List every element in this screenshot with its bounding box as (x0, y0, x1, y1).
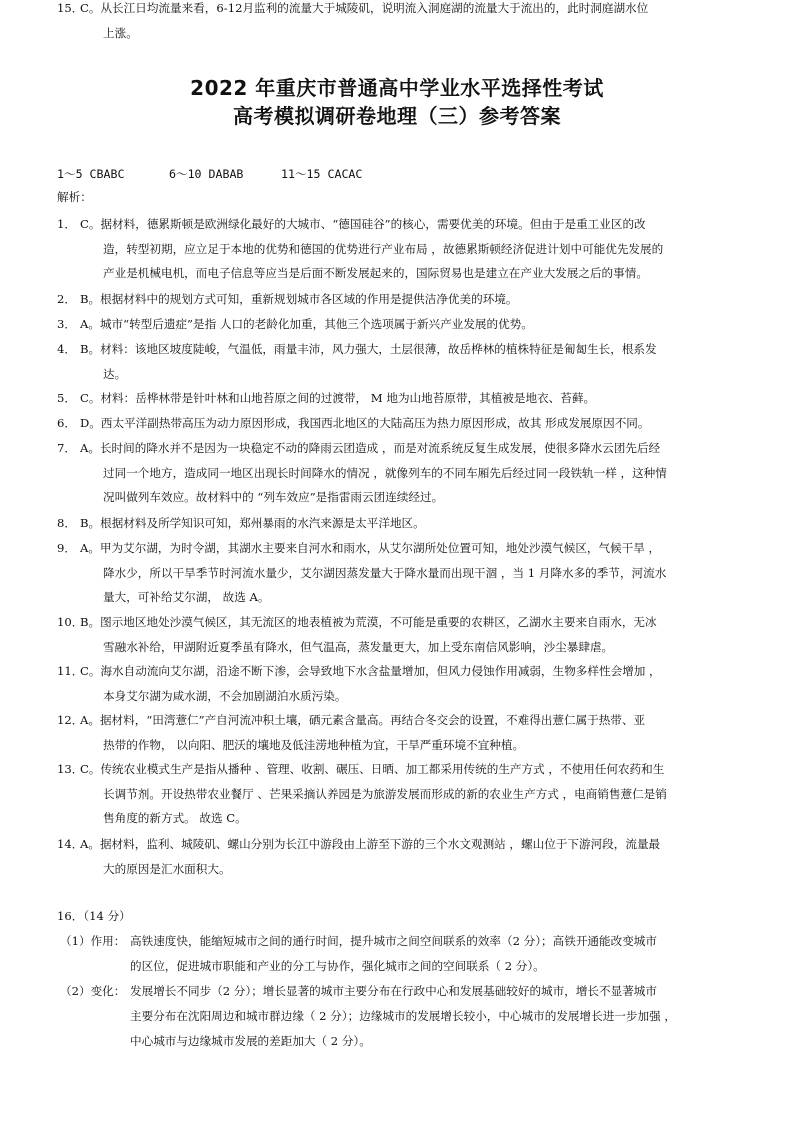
answer-group: 1～5 CBABC (57, 167, 125, 181)
item-text-line: B。根据材料及所学知识可知，郑州暴雨的水汽来源是太平洋地区。 (80, 516, 425, 530)
item-number: 6． (57, 416, 76, 430)
item-text-line: 售角度的新方式。 故选 C。 (103, 811, 247, 826)
item-text-line: B。根据材料中的规划方式可知，重新规划城市各区域的作用是提供洁净优美的环境。 (80, 292, 518, 306)
item-text-line: A。长时间的降水并不是因为一块稳定不动的降雨云团造成 ，而是对流系统反复生成发展，使很多降水云团先后经 (80, 441, 661, 455)
item-text-line: 过同一个地方，造成同一地区出现长时间降水的情况 ，就像列车的不同车厢先后经过同一段铁轨一样 ，这种情 (103, 465, 667, 480)
item-number: 3． (57, 317, 76, 331)
item-text-line: 本身艾尔湖为咸水湖，不会加剧湖泊水质污染。 (103, 688, 347, 703)
item-text-line: 雪融水补给，甲湖附近夏季虽有降水，但气温高，蒸发量更大，加上受东南信风影响，沙尘暴肆虐。 (103, 639, 614, 654)
q16-part2-line: 发展增长不同步（2 分）；增长显著的城市主要分布在行政中心和发展基础较好的城市，增长不显著城市 (130, 984, 657, 998)
item-text-line: C。材料：岳桦林带是针叶林和山地苔原之间的过渡带， M 地为山地苔原带，其植被是地衣、苔藓。 (80, 391, 596, 405)
item-number: 13． (57, 762, 84, 776)
item-number: 12． (57, 713, 84, 727)
q16-part1-line: 高铁速度快，能缩短城市之间的通行时间，提升城市之间空间联系的效率（2 分）；高铁开通能改变城市 (130, 934, 657, 948)
item-text-line: B。图示地区地处沙漠气候区，其无流区的地表植被为荒漠，不可能是重要的农耕区，乙湖水主要来自雨水，无冰 (80, 615, 657, 629)
item-number: 14． (57, 837, 84, 851)
item-text-line: 产业是机械电机，而电子信息等应当是后面不断发展起来的，国际贸易也是建立在产业大发展之后的事情。 (103, 266, 648, 281)
item-text-line: 况叫做列车效应。故材料中的 “列车效应”是指雷雨云团连续经过。 (103, 490, 444, 505)
q16-part2-label: （2）变化： (60, 984, 126, 998)
question-16-header: 16．（14 分） (57, 909, 131, 923)
item-number: 15． (57, 1, 84, 15)
item-text-line: A。据材料，监利、城陵矶、螺山分别为长江中游段由上游至下游的三个水文观测站 ，螺山位于下游河段，流量最 (80, 837, 661, 851)
item-text-line: 降水少，所以干旱季节时河流水量少，艾尔湖因蒸发量大于降水量而出现干涸 ，当 1 月降水多的季节，河流水 (103, 565, 667, 580)
item-text-line: C。海水自动流向艾尔湖，沿途不断下渗，会导致地下水含盐量增加，但风力侵蚀作用减弱，生物多样性会增加 ， (80, 664, 661, 678)
item-number: 9． (57, 541, 76, 555)
multiple-choice-answers (57, 166, 362, 182)
item-number: 4． (57, 342, 76, 356)
item-text-line: 造，转型初期，应立足于本地的优势和德国的优势进行产业布局 ，故德累斯顿经济促进计划中可能优先发展的 (103, 241, 664, 256)
item-number: 8． (57, 516, 76, 530)
item-text-line: 热带的作物， 以向阳、肥沃的壤地及低洼涝地种植为宜，干旱严重环境不宜种植。 (103, 737, 525, 752)
item-text-line: C。据材料，德累斯顿是欧洲绿化最好的大城市、“德国硅谷”的核心，需要优美的环境。但由于是重工业区的改 (80, 217, 646, 231)
q16-part2-line: 主要分布在沈阳周边和城市群边缘（ 2 分）；边缘城市的发展增长较小，中心城市的发展增长进一步加强 ， (130, 1009, 676, 1023)
item-text-line: B。材料：该地区坡度陡峻，气温低，雨量丰沛，风力强大，土层很薄，故岳桦林的植株特征是匍匐生长，根系发 (80, 342, 657, 356)
item-text-line: A。甲为艾尔湖，为时令湖，其湖水主要来自河水和雨水，从艾尔湖所处位置可知，地处沙漠气候区，气候干旱 ， (80, 541, 661, 555)
page-title: 2022 年重庆市普通高中学业水平选择性考试 (190, 76, 604, 100)
item-text-line: 达。 (103, 366, 127, 381)
item-text-line: D。西太平洋副热带高压为动力原因形成，我国西北地区的大陆高压为热力原因形成，故其 形成发展原因不同。 (80, 416, 650, 430)
q16-part2-line: 中心城市与边缘城市发展的差距加大（ 2 分）。 (130, 1034, 371, 1048)
item-text-line: A。城市“转型后遗症”是指 人口的老龄化加重，其他三个选项属于新兴产业发展的优势。 (80, 317, 533, 331)
item-number: 5． (57, 391, 76, 405)
item-text-line: C。传统农业模式生产是指从播种 、管理、收割、碾压、日晒、加工都采用传统的生产方式 ，不使用任何农药和生 (80, 762, 665, 776)
answer-group: 6～10 DABAB (169, 167, 244, 181)
item-text-line: 上涨。 (103, 25, 138, 40)
item-number: 2． (57, 292, 76, 306)
item-text-line: 量大，可补给艾尔湖， 故选 A。 (103, 590, 270, 605)
item-text-line: C。从长江日均流量来看，6-12月监利的流量大于城陵矶，说明流入洞庭湖的流量大于流出的，此时洞庭湖水位 (80, 1, 649, 15)
page-subtitle: 高考模拟调研卷地理（三）参考答案 (233, 104, 561, 128)
item-number: 11． (57, 664, 84, 678)
item-text-line: 大的原因是汇水面积大。 (103, 861, 231, 876)
item-text-line: 长调节剂。开设热带农业餐厅 、芒果采摘认养园是为旅游发展而形成的新的农业生产方式 ，电商销售薏仁是销 (103, 786, 667, 801)
q16-part1-line: 的区位，促进城市职能和产业的分工与协作，强化城市之间的空间联系（ 2 分）。 (130, 959, 545, 973)
answer-group: 11～15 CACAC (281, 167, 363, 181)
q16-part1-label: （1）作用： (60, 934, 126, 948)
item-number: 1． (57, 217, 76, 231)
item-number: 7． (57, 441, 76, 455)
item-number: 10． (57, 615, 84, 629)
item-text-line: A。据材料，“田湾薏仁”产自河流冲积土壤，硒元素含量高。再结合冬交会的设置，不难得出薏仁属于热带、亚 (80, 713, 646, 727)
analysis-label: 解析： (57, 190, 92, 204)
